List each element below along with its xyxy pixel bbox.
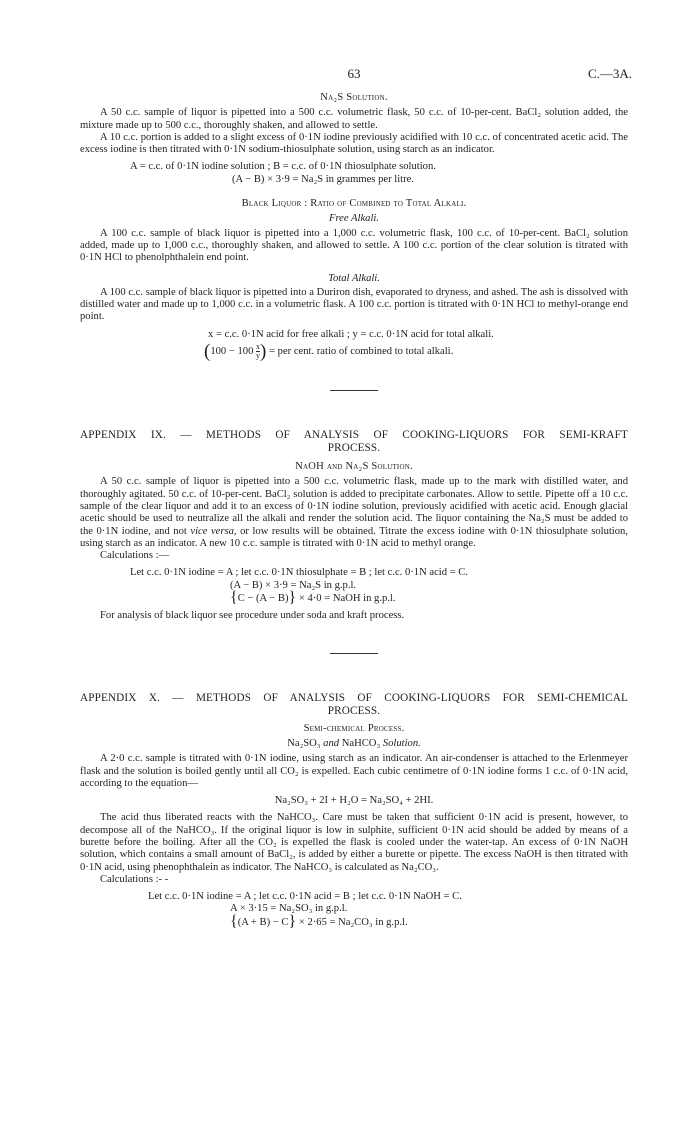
appendix-x-heading: APPENDIX X. — METHODS OF ANALYSIS OF COOKING-LIQUORS FOR SEMI-CHEMICAL PROCESS. bbox=[80, 691, 628, 717]
chemical-equation: Na₂SO₃ + 2I + H₂O = Na₂SO₄ + 2HI. bbox=[274, 795, 434, 807]
document-page bbox=[80, 66, 632, 930]
section-divider bbox=[330, 653, 378, 654]
equation-line: A = c.c. of 0·1N iodine solution ; B = c.c. of 0·1N thiosulphate solution. bbox=[130, 161, 436, 173]
appendix-ix-heading: APPENDIX IX. — METHODS OF ANALYSIS OF COOKING-LIQUORS FOR SEMI-KRAFT PROCESS. bbox=[80, 429, 628, 455]
ratio-equation: (100 − 100 $\frac{x}{y}$ ) = per cent. ratio of combined to total alkali. bbox=[204, 340, 454, 362]
paragraph: A 100 c.c. sample of black liquor is pipetted into a 1,000 c.c. volumetric flask, 100 c.c. of 10-per-cent. BaCl₂ solution added, made up to 1,000 c.c., thoroughly shaken, and allowed to settle. A 100 c.c. portion of the clear solution is titrated with 0·1N HCl to phenolphthalein end point. bbox=[80, 227, 628, 264]
equation-line: {(A + B) − C} × 2·65 = Na₂CO₃ in g.p.l. bbox=[230, 912, 408, 930]
document-reference: C.—3A. bbox=[587, 66, 632, 81]
subsection-title-na2so3-nahco3: Na₂SO₃ and NaHCO₃ Solution. bbox=[287, 737, 421, 749]
paragraph: A 10 c.c. portion is added to a slight excess of 0·1N iodine previously acidified with 10 c.c. of concentrated acetic acid. The excess iodine is then titrated with 0·1N sodium-thiosulphate solution, using starch as an indicator. bbox=[80, 131, 628, 156]
equation-line: {C − (A − B)} × 4·0 = NaOH in g.p.l. bbox=[230, 589, 396, 607]
equation-line: A × 3·15 = Na₂SO₃ in g.p.l. bbox=[230, 903, 348, 915]
calculations-label: Calculations :- - bbox=[100, 873, 169, 885]
paragraph: A 50 c.c. sample of liquor is pipetted into a 500 c.c. volumetric flask, 50 c.c. of 10-per-cent. BaCl₂ solution added, the mixture made up to 500 c.c., thoroughly shaken, and allowed to settle. bbox=[80, 107, 628, 131]
paragraph: For analysis of black liquor see procedure under soda and kraft process. bbox=[100, 610, 405, 622]
paragraph: The acid thus liberated reacts with the NaHCO₃. Care must be taken that sufficient 0·1N acid is present, however, to decompose all of the NaHCO₃. If the original liquor is low in sulphite, sufficient 0·1N acid should be added by means of a burette before the boiling. After all the CO₂ is expelled the flask is cooled under the water-tap. An excess of 0·1N NaOH solution, which contains a small amount of BaCl₂, is added by either a burette or pipette. The excess NaOH is then titrated with 0·1N acid, using phenophthalein as indicator. The NaHCO₃ is calculated as Na₂CO₃. bbox=[80, 812, 628, 873]
subsection-title-semi-chemical: Semi-chemical Process. bbox=[303, 722, 405, 734]
subsection-title-total-alkali: Total Alkali. bbox=[328, 272, 380, 284]
page-number: 63 bbox=[347, 66, 361, 81]
equation-line: Let c.c. 0·1N iodine = A ; let c.c. 0·1N thiosulphate = B ; let c.c. 0·1N acid = C. bbox=[130, 567, 469, 579]
equation-line: Let c.c. 0·1N iodine = A ; let c.c. 0·1N acid = B ; let c.c. 0·1N NaOH = C. bbox=[148, 891, 462, 903]
section-divider bbox=[330, 390, 378, 391]
paragraph: A 100 c.c. sample of black liquor is pipetted into a Duriron dish, evaporated to dryness, and ashed. The ash is dissolved with distilled water and made up to 1,000 c.c. in a volumetric flask. A 100 c.c. portion is titrated with 0·1N HCl to methyl-orange end point. bbox=[80, 286, 628, 323]
equation-line: x = c.c. 0·1N acid for free alkali ; y = c.c. 0·1N acid for total alkali. bbox=[208, 328, 494, 340]
calculations-label: Calculations :— bbox=[100, 550, 170, 562]
equation-line: (A − B) × 3·9 = Na₂S in g.p.l. bbox=[230, 579, 357, 591]
equation-line: (A − B) × 3·9 = Na₂S in grammes per litre. bbox=[232, 173, 414, 185]
fraction: $\frac{x}{y}$ bbox=[256, 342, 261, 361]
paragraph: A 2·0 c.c. sample is titrated with 0·1N iodine, using starch as an indicator. An air-condenser is attached to the Erlenmeyer flask and the solution is boiled gently until all CO₂ is expelled. Each cubic centimetre of 0·1N iodine forms 1 c.c. of 0·1N acid, according to the equation— bbox=[80, 753, 628, 789]
paragraph: A 50 c.c. sample of liquor is pipetted into a 500 c.c. volumetric flask, made up to the mark with distilled water, and thoroughly agitated. 50 c.c. of 10-per-cent. BaCl₂ solution is added to precipitate carbonates. Allow to settle. Pipette off a 10 c.c. sample of the clear liquor and add it to an excess of 0·1N iodine solution, previously acidified with acetic acid. Enough glacial acetic should be used to neutralize all the alkali and render the solution acid. The liquor containing the Na₂S must be added to the 0·1N iodine, and not vice versa, or low results will be obtained. Titrate the excess iodine with 0·1N thiosulphate solution, using starch as an indicator. A new 10 c.c. sample is titrated with 0·1N acid to methyl orange. bbox=[80, 476, 628, 549]
subsection-title-free-alkali: Free Alkali. bbox=[328, 213, 379, 225]
subsection-title-naoh-na2s: NaOH and Na₂S Solution. bbox=[295, 461, 413, 473]
section-title-na2s: Na₂S Solution. bbox=[320, 92, 388, 103]
section-title-black-liquor: Black Liquor : Ratio of Combined to Total Alkali. bbox=[241, 198, 467, 210]
page-header bbox=[80, 66, 632, 86]
